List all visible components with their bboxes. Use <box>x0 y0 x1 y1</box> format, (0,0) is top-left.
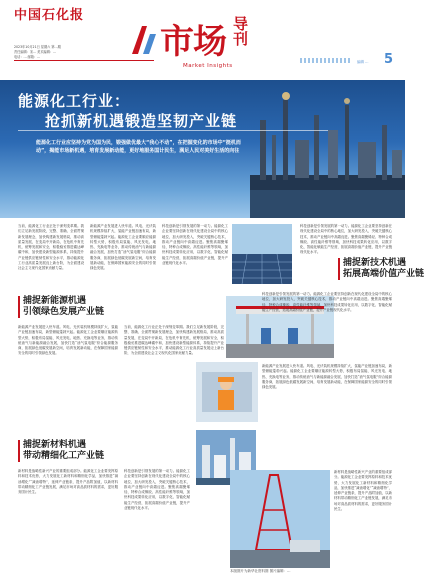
heading-line-2: 拓展高端价值产业链 <box>343 269 424 279</box>
refinery-skyline-photo <box>250 80 405 218</box>
pub-info-editor: 责任编辑：宋... 美术编辑：... <box>14 50 57 54</box>
lead-paragraph: 能源化工行业应坚持为党为国为民，锻强做优最大“我心不动”，在把握变化的市场中“挺机而动”，揭能市场新机遇，培育发展新动能，更好地服务国计民生，满足人民对美好生活的向往 <box>36 140 241 154</box>
solar-panel-photo <box>232 224 292 284</box>
masthead <box>0 0 405 80</box>
heading-line-1: 捕捉新材料机遇 <box>23 440 87 450</box>
new-tech-body-1: 科技创新是引领发展的第一动力。能源化工企业要坚持创新在现代化建设全局中的核心地位，加大研发投入，突破关键核心技术，推动产业链向中高端迈进。聚焦高端聚烯烃、特种合成橡胶、高性能纤维等领域，加快科技成果转化应用，以数字化、智能化赋能生产经营，拓展高端价值产业链，提升产业链现代化水平。 <box>262 292 392 312</box>
hero-banner <box>0 80 405 218</box>
headline-line-2: 抢抓新机遇锻造坚韧产业链 <box>45 112 238 130</box>
pub-info-contact: 电话：... 邮箱：... <box>14 55 41 59</box>
section-heading-new-energy <box>18 296 104 318</box>
editor-tag: 编辑 ... <box>357 60 369 64</box>
heading-line-2: 带动精细化工产业链 <box>23 451 105 461</box>
intro-column-1: 当前，能源化工行业正处于深刻变革期。我们立足新发展阶段，完整、准确、全面贯彻新发展理念，加快构建新发展格局，推动高质量发展，在变局中开新局，在危机中育先机，统筹发展和安全，积极稳妥推进碳达峰碳中和，加快建设新型能源体系，持续提升产业链供应链韧性和安全水平，推动能源化工行业高质量发展迈上新台阶，为全面建设社会主义现代化国家贡献力量。 <box>18 224 84 271</box>
pub-info-date: 2023年10月21日 星期六 第...期 <box>14 45 61 49</box>
page-number: 5 <box>384 52 394 67</box>
photo-caption: 本版图片为新华社资料图 图片编辑：... <box>230 569 291 573</box>
right-top-body: 科技创新是引领发展的第一动力。能源化工企业要坚持创新在现代化建设全局中的核心地位，加大研发投入，突破关键核心技术，推动产业链向中高端迈进。聚焦高端聚烯烃、特种合成橡胶、高性能纤维等领域，加快科技成果转化应用，以数字化、智能化赋能生产经营，拓展高端价值产业链，提升产业链现代化水平。 <box>300 224 392 255</box>
heading-accent-bar <box>338 258 340 280</box>
new-tech-body-2: 新能源产业发展进入快车道。风电、光伏装机规模持续扩大，氢能产业链加速布局，新型储能蓬勃兴起。能源化工企业要顺应能源转型大势，积极布局氢能、风光发电、地热、充换电等业务，推动传统油气与新能源融合发展，加快打造“油气氢电服”综合能源服务商，拓展绿色低碳发展新空间，培育发展新动能，在保障国家能源安全的同时引领绿色发展。 <box>262 364 392 390</box>
new-material-body-1: 新材料是战略性新兴产业的重要组成部分。能源化工企业要发挥原料和技术优势，大力发展化工新材料和精细化学品，加快推进“减油增化”“减油增特”，延伸产业链条，提升产品附加值，以新材料带动精细化工产业链发展，满足市场对高品质材料的需求，更好服务国计民生。 <box>18 469 118 495</box>
new-energy-body-2: 当前，能源化工行业正处于深刻变革期。我们立足新发展阶段，完整、准确、全面贯彻新发展理念，加快构建新发展格局，推动高质量发展，在变局中开新局，在危机中育先机，统筹发展和安全，积极稳妥推进碳达峰碳中和，加快建设新型能源体系，持续提升产业链供应链韧性和安全水平，推动能源化工行业高质量发展迈上新台阶，为全面建设社会主义现代化国家贡献力量。 <box>124 325 224 356</box>
newspaper-logo: 中国石化报 <box>14 8 85 23</box>
decorative-stripe <box>300 58 350 63</box>
intro-column-2: 新能源产业发展进入快车道。风电、光伏装机规模持续扩大，氢能产业链加速布局，新型储能蓬勃兴起。能源化工企业要顺应能源转型大势，积极布局氢能、风光发电、地热、充换电等业务，推动传统油气与新能源融合发展，加快打造“油气氢电服”综合能源服务商，拓展绿色低碳发展新空间，培育发展新动能，在保障国家能源安全的同时引领绿色发展。 <box>90 224 156 271</box>
heading-accent-bar <box>18 440 20 462</box>
headline-line-1: 能源化工行业： <box>18 92 131 110</box>
header-divider <box>14 60 154 61</box>
new-material-body-2: 科技创新是引领发展的第一动力。能源化工企业要坚持创新在现代化建设全局中的核心地位，加大研发投入，突破关键核心技术，推动产业链向中高端迈进。聚焦高端聚烯烃、特种合成橡胶、高性能纤维等领域，加快科技成果转化应用，以数字化、智能化赋能生产经营，拓展高端价值产业链，提升产业链现代化水平。 <box>124 469 190 511</box>
section-title-vertical: 导刊 <box>231 16 249 46</box>
section-heading-new-material <box>18 440 104 462</box>
heading-line-1: 捕捉新技术机遇 <box>343 258 407 268</box>
heading-line-1: 捕捉新能源机遇 <box>23 296 87 306</box>
section-heading-new-tech <box>338 258 424 280</box>
drilling-rig-photo <box>230 470 330 568</box>
brand-mark-icon <box>132 24 156 54</box>
headline-underline <box>18 130 328 131</box>
worker-photo <box>196 362 258 422</box>
new-energy-body-1: 新能源产业发展进入快车道。风电、光伏装机规模持续扩大，氢能产业链加速布局，新型储能蓬勃兴起。能源化工企业要顺应能源转型大势，积极布局氢能、风光发电、地热、充换电等业务，推动传统油气与新能源融合发展，加快打造“油气氢电服”综合能源服务商，拓展绿色低碳发展新空间，培育发展新动能，在保障国家能源安全的同时引领绿色发展。 <box>18 325 118 356</box>
publication-info <box>14 45 84 60</box>
heading-accent-bar <box>18 296 20 318</box>
section-title: 市场 <box>160 22 226 62</box>
section-english-title: Market Insights <box>183 63 233 69</box>
heading-line-2: 引领绿色发展产业链 <box>23 307 105 317</box>
intro-column-3: 科技创新是引领发展的第一动力。能源化工企业要坚持创新在现代化建设全局中的核心地位，加大研发投入，突破关键核心技术，推动产业链向中高端迈进。聚焦高端聚烯烃、特种合成橡胶、高性能纤维等领域，加快科技成果转化应用，以数字化、智能化赋能生产经营，拓展高端价值产业链，提升产业链现代化水平。 <box>162 224 228 266</box>
right-bottom-body: 新材料是战略性新兴产业的重要组成部分。能源化工企业要发挥原料和技术优势，大力发展化工新材料和精细化学品，加快推进“减油增化”“减油增特”，延伸产业链条，提升产品附加值，以新材料带动精细化工产业链发展，满足市场对高品质材料的需求，更好服务国计民生。 <box>334 470 392 512</box>
